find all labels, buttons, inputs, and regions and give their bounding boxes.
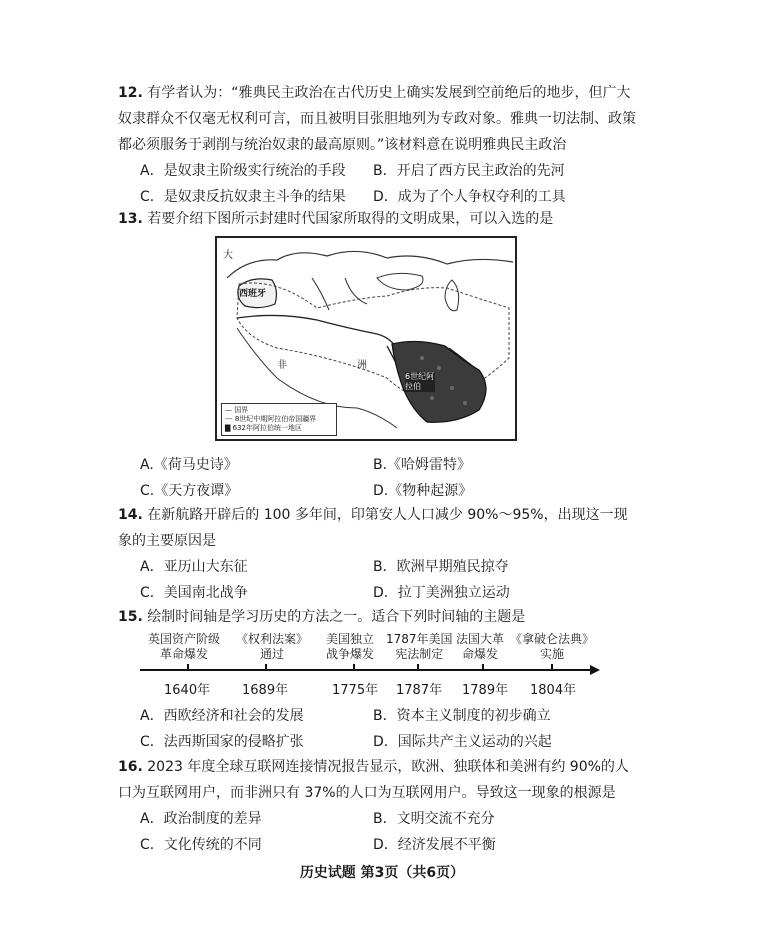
- option-a[interactable]: A．是奴隶主阶级实行统治的手段: [140, 163, 346, 179]
- question-13-options: [118, 452, 638, 504]
- question-14-options-row1: [118, 554, 638, 580]
- timeline-year-1: 1640年: [164, 683, 211, 698]
- question-13-options-row1: [118, 452, 638, 478]
- timeline-year-6: 1804年: [530, 683, 577, 698]
- question-15: [118, 604, 638, 630]
- question-16-options-row2: [118, 832, 638, 858]
- question-12-options-row1: [118, 158, 638, 184]
- timeline-year-3: 1775年: [332, 683, 379, 698]
- option-d[interactable]: D．成为了个人争权夺利的工具: [373, 189, 566, 205]
- question-16: [118, 754, 638, 858]
- question-13-stem: 13. 若要介绍下图所示封建时代国家所取得的文明成果，可以入选的是: [118, 211, 554, 227]
- map-label-fei: 非: [277, 360, 287, 371]
- map-label-region: 6世纪阿拉伯: [405, 372, 435, 391]
- option-b[interactable]: B．资本主义制度的初步确立: [373, 708, 551, 724]
- timeline-year-2: 1689年: [242, 683, 289, 698]
- timeline-year-5: 1789年: [462, 683, 509, 698]
- page-footer: 历史试题 第3页（共6页）: [299, 865, 465, 881]
- timeline-event-3: 美国独立 战争爆发: [326, 632, 375, 661]
- question-13: [118, 206, 638, 232]
- question-15-options-row2: [118, 729, 638, 755]
- option-a[interactable]: A.《荷马史诗》: [140, 457, 238, 473]
- option-b[interactable]: B．欧洲早期殖民掠夺: [373, 559, 509, 575]
- option-b[interactable]: B．文明交流不充分: [373, 811, 495, 827]
- option-d[interactable]: D．经济发展不平衡: [373, 837, 496, 853]
- option-d[interactable]: D.《物种起源》: [373, 483, 473, 499]
- timeline-event-2: 《权利法案》 通过: [236, 632, 309, 661]
- map-label-spain: 西班牙: [239, 289, 267, 299]
- timeline-event-5: 法国大革 命爆发: [456, 632, 505, 661]
- option-a[interactable]: A．政治制度的差异: [140, 811, 262, 827]
- option-b[interactable]: B.《哈姆雷特》: [373, 457, 472, 473]
- question-15-stem: 15. 绘制时间轴是学习历史的方法之一。适合下列时间轴的主题是: [118, 609, 526, 625]
- option-d[interactable]: D．拉丁美洲独立运动: [373, 585, 510, 601]
- legend-border: — 国界: [225, 406, 249, 414]
- legend-unified: ▇ 632年阿拉伯统一地区: [225, 424, 302, 432]
- question-14-stem: 14. 在新航路开辟后的 100 多年间，印第安人人口减少 90%～95%，出现这一现象的主要原因是: [118, 507, 628, 549]
- question-12: [118, 80, 638, 210]
- option-a[interactable]: A．西欧经济和社会的发展: [140, 708, 304, 724]
- map-label-zhou: 洲: [357, 360, 367, 371]
- option-c[interactable]: C．美国南北战争: [140, 585, 248, 601]
- question-15-options-row1: [118, 703, 638, 729]
- question-16-options-row1: [118, 806, 638, 832]
- option-c[interactable]: C.《天方夜谭》: [140, 483, 239, 499]
- question-15-options: [118, 703, 638, 755]
- question-14: [118, 502, 638, 606]
- legend-empire: --- 8世纪中期阿拉伯帝国疆界: [225, 415, 317, 423]
- arab-empire-map: [215, 236, 517, 441]
- option-a[interactable]: A．亚历山大东征: [140, 559, 248, 575]
- question-16-stem: 16. 2023 年度全球互联网连接情况报告显示，欧洲、独联体和美洲有约 90%的人口为互联网用户，而非洲只有 37%的人口为互联网用户。导致这一现象的根源是: [118, 759, 629, 801]
- option-b[interactable]: B．开启了西方民主政治的先河: [373, 163, 565, 179]
- option-c[interactable]: C．文化传统的不同: [140, 837, 262, 853]
- option-c[interactable]: C．法西斯国家的侵略扩张: [140, 734, 304, 750]
- question-13-options-row2: [118, 478, 638, 504]
- option-d[interactable]: D．国际共产主义运动的兴起: [373, 734, 552, 750]
- map-label-da: 大: [223, 250, 233, 261]
- question-12-stem: 12. 有学者认为：“雅典民主政治在古代历史上确实发展到空前绝后的地步，但广大奴隶群众不仅毫无权利可言，而且被明目张胆地列为专政对象。雅典一切法制、政策都必须服务于剥削与统治奴隶的最高原则。”该材料意在说明雅典民主政治: [118, 85, 636, 153]
- timeline-year-4: 1787年: [396, 683, 443, 698]
- question-14-options-row2: [118, 580, 638, 606]
- timeline: [140, 632, 600, 702]
- option-c[interactable]: C．是奴隶反抗奴隶主斗争的结果: [140, 189, 346, 205]
- timeline-event-4: 1787年美国 宪法制定: [386, 632, 453, 661]
- timeline-event-1: 英国资产阶级 革命爆发: [148, 632, 221, 661]
- timeline-event-6: 《拿破仑法典》 实施: [510, 632, 595, 661]
- map-legend: [221, 403, 337, 436]
